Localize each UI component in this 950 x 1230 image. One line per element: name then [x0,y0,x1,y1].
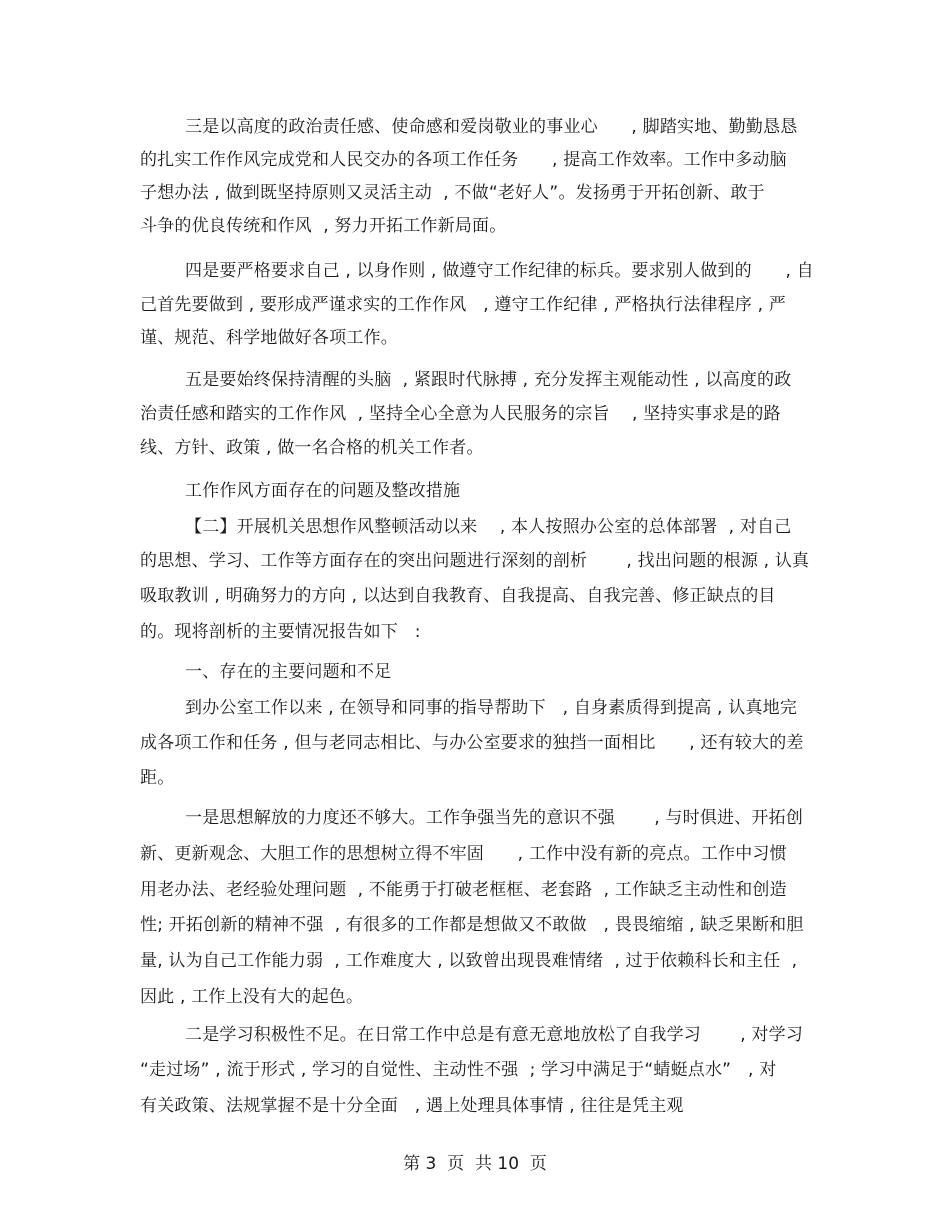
text-line: 谨、规范、科学地做好各项工作。 [140,328,398,348]
text-line: “走过场” , 流于形式 , 学习的自觉性、主动性不强 ; 学习中满足于“蜻蜓点水” , 对 [140,1060,777,1080]
text-line: 五是要始终保持清醒的头脑 , 紧跟时代脉搏 , 充分发挥主观能动性 , 以高度的政 [185,370,792,390]
section-heading: 工作作风方面存在的问题及整改措施 [185,481,461,501]
text-line: 到办公室工作以来 , 在领导和同事的指导帮助下 , 自身素质得到提高 , 认真地完 [185,698,798,718]
text-line: 距。 [140,768,175,788]
text-line: 性; 开拓创新的精神不强 , 有很多的工作都是想做又不敢做 , 畏畏缩缩 , 缺乏果断和胆 [140,915,804,935]
text-line: 吸取教训 , 明确努力的方向 , 以达到自我教育、自我提高、自我完善、修正缺点的目 [140,586,776,606]
text-line: 线、方针、政策 , 做一名合格的机关工作者。 [140,438,484,458]
text-line: 四是要严格要求自己 , 以身作则 , 做遵守工作纪律的标兵。要求别人做到的 , 自 [185,261,814,281]
text-line: 己首先要做到 , 要形成严谨求实的工作作风 , 遵守工作纪律 , 严格执行法律程序 , 严 [140,295,787,315]
text-line: 一是思想解放的力度还不够大。工作争强当先的意识不强 , 与时俱进、开拓创 [185,808,804,828]
text-line: 子想办法 , 做到既坚持原则又灵活主动 , 不做“老好人”。发扬勇于开拓创新、敢于 [140,183,765,203]
text-line: 的。现将剖析的主要情况报告如下 : [140,622,421,642]
text-line: 的扎实工作作风完成党和人民交办的各项工作任务 , 提高工作效率。工作中多动脑 [140,150,787,170]
text-line: 斗争的优良传统和作风 , 努力开拓工作新局面。 [140,216,507,236]
text-line: 成各项工作和任务 , 但与老同志相比、与办公室要求的独挡一面相比 , 还有较大的差 [140,733,804,753]
text-line: 新、更新观念、大胆工作的思想树立得不牢固 , 工作中没有新的亮点。工作中习惯 [140,844,787,864]
text-line: 有关政策、法规掌握不是十分全面 , 遇上处理具体事情 , 往往是凭主观 [140,1096,684,1116]
text-line: 【二】开展机关思想作风整顿活动以来 , 本人按照办公室的总体部署 , 对自己 [185,517,792,537]
subheading: 一、存在的主要问题和不足 [185,662,392,682]
text-line: 二是学习积极性不足。在日常工作中总是有意无意地放松了自我学习 , 对学习 [185,1025,804,1045]
page-number-footer: 第 3 页 共 10 页 [403,1154,547,1174]
text-line: 因此 , 工作上没有大的起色。 [140,987,364,1007]
text-line: 用老办法、老经验处理问题 , 不能勇于打破老框框、老套路 , 工作缺乏主动性和创造 [140,880,787,900]
text-line: 治责任感和踏实的工作作风 , 坚持全心全意为人民服务的宗旨 , 坚持实事求是的路 [140,404,781,424]
text-line: 量, 认为自己工作能力弱 , 工作难度大 , 以致曾出现畏难情绪 , 过于依赖科长和主任 , [140,951,798,971]
text-line: 三是以高度的政治责任感、使命感和爱岗敬业的事业心 , 脚踏实地、勤勤恳恳 [185,117,798,137]
text-line: 的思想、学习、工作等方面存在的突出问题进行深刻的剖析 , 找出问题的根源 , 认真 [140,551,810,571]
